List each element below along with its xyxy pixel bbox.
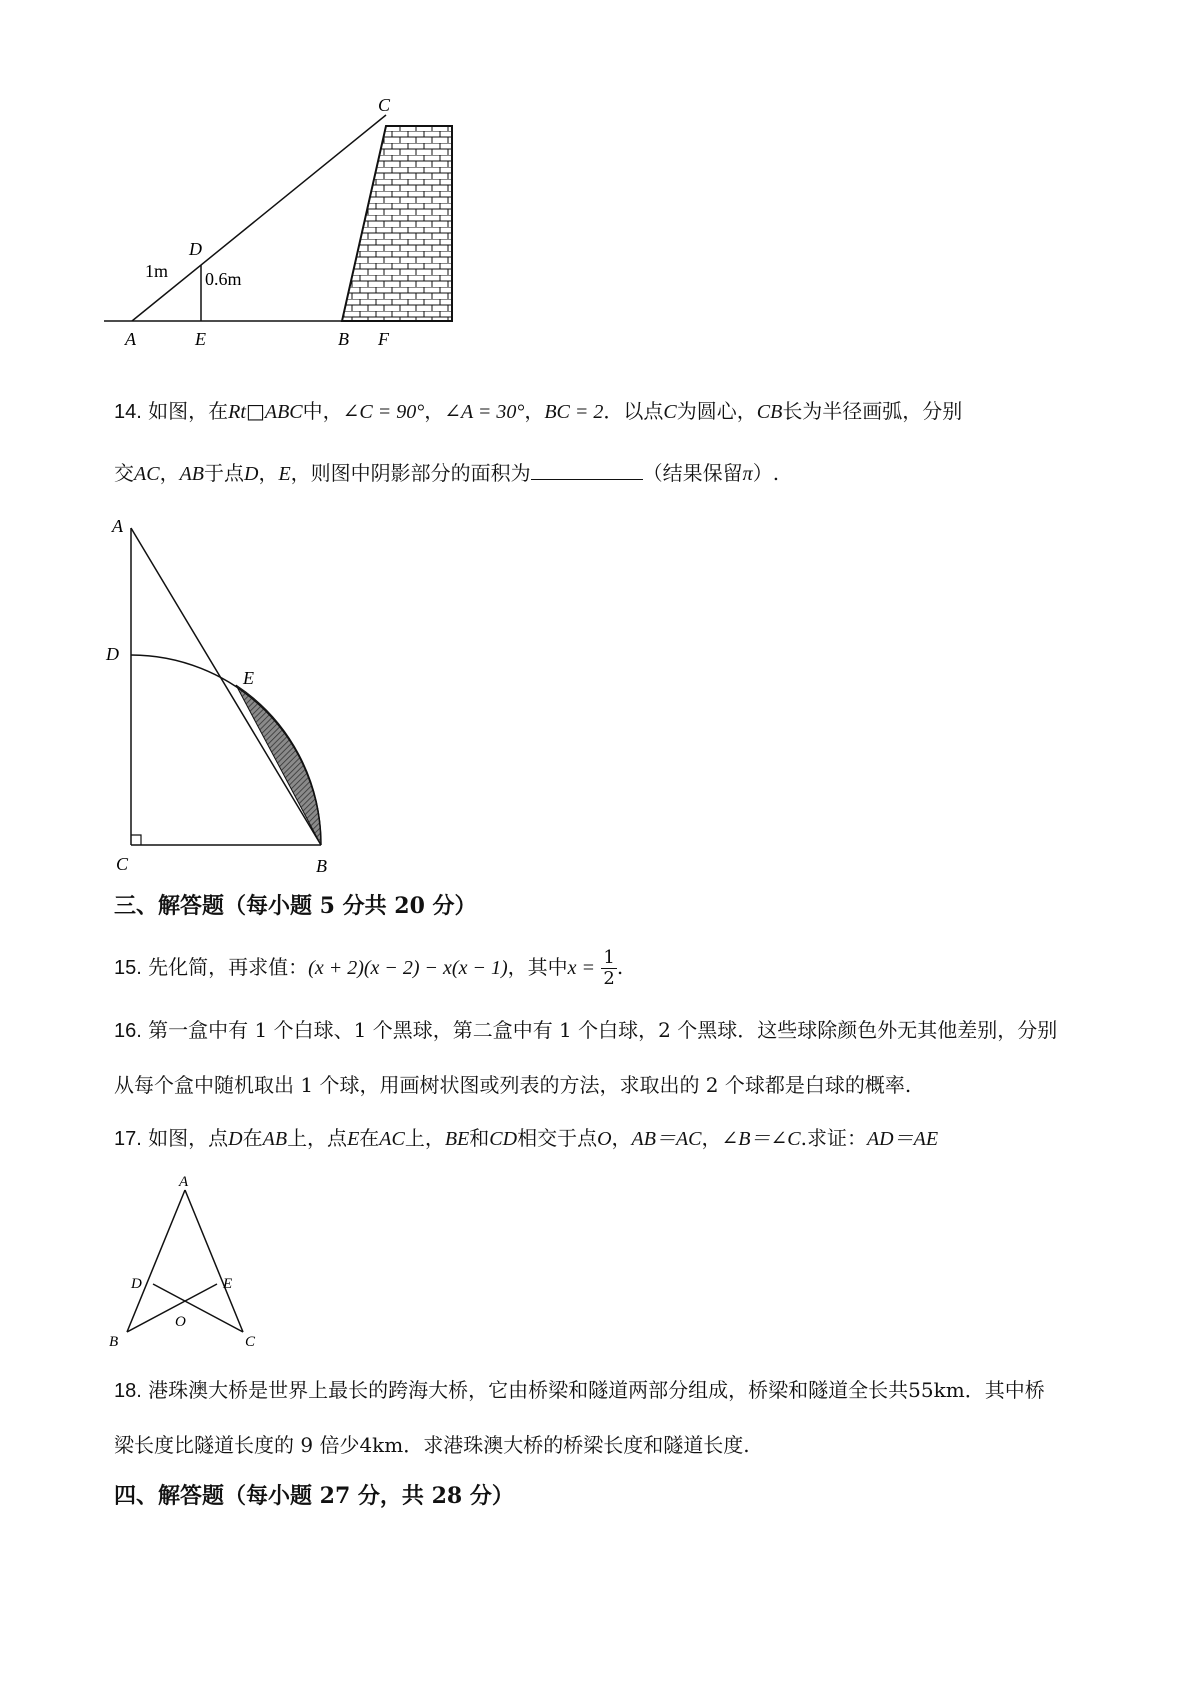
q17-d: D	[228, 1128, 243, 1150]
q17-be: BE	[444, 1128, 470, 1150]
q17-angles: ∠B＝∠C	[721, 1128, 801, 1150]
q18-line1	[114, 1376, 1045, 1405]
section3-heading: 三、解答题（每小题 5 分共 20 分）	[114, 893, 477, 919]
q14-cb: CB	[756, 401, 783, 423]
label-d: D	[189, 239, 202, 259]
q14-line2	[114, 459, 779, 488]
q17-text: 上，点	[287, 1126, 348, 1150]
label-e: E	[195, 329, 206, 349]
label-a: A	[112, 516, 123, 536]
q14-comma: ，	[424, 399, 445, 423]
q14-text: 交	[114, 461, 134, 485]
q17-ad-eq-ae: AD＝AE	[866, 1128, 939, 1150]
q15-line	[114, 948, 623, 989]
q18-difference: 4km	[359, 1433, 404, 1457]
q17-ac: AC	[379, 1128, 405, 1150]
q14-pi: π	[742, 463, 753, 485]
q15-text: ，其中	[507, 955, 568, 979]
label-0-6m: 0.6m	[205, 269, 242, 289]
label-b: B	[109, 1334, 119, 1350]
q17-number: 17.	[114, 1128, 142, 1150]
q15-fraction-denominator: 2	[603, 968, 615, 989]
q17-text: .求证：	[800, 1126, 867, 1150]
q14-box: □	[245, 399, 265, 423]
label-d: D	[131, 1276, 142, 1292]
label-c: C	[378, 95, 391, 115]
label-d: D	[106, 644, 119, 664]
q15-period: .	[616, 955, 624, 979]
q15-text: 先化简，再求值：	[148, 955, 309, 979]
label-e: E	[223, 1276, 233, 1292]
q16-number: 16.	[114, 1020, 142, 1042]
triangle-figure	[105, 1172, 265, 1352]
line-ac	[132, 115, 386, 321]
q18-line2	[114, 1431, 750, 1459]
q18-total-length: 55km	[908, 1378, 965, 1402]
q17-text: 如图，点	[148, 1126, 229, 1150]
q14-angle-c: ∠C = 90°	[342, 401, 425, 423]
q17-text: 上，	[404, 1126, 445, 1150]
q14-ac: AC	[134, 463, 160, 485]
q17-e: E	[347, 1128, 360, 1150]
q17-text: 在	[359, 1126, 380, 1150]
q18-number: 18.	[114, 1380, 142, 1402]
q18-text: ．求港珠澳大桥的桥梁长度和隧道长度.	[403, 1433, 750, 1457]
q14-text: 如图，在	[148, 399, 229, 423]
q14-number: 14.	[114, 401, 142, 423]
q14-c: C	[663, 401, 677, 423]
q14-bc: BC = 2	[544, 401, 604, 423]
q17-text: ，	[611, 1126, 632, 1150]
q17-ab: AB	[262, 1128, 288, 1150]
q14-text: 于点	[204, 461, 244, 485]
side-ab	[131, 528, 321, 845]
q14-e: E	[278, 463, 291, 485]
q17-text: 和	[469, 1126, 490, 1150]
q14-text: 长为半径画弧，分别	[782, 399, 963, 423]
label-c: C	[245, 1334, 256, 1350]
section4-heading: 四、解答题（每小题 27 分，共 28 分）	[114, 1483, 514, 1509]
q14-text: 为圆心，	[676, 399, 757, 423]
q18-text: ．其中桥	[964, 1378, 1045, 1402]
brick-wall	[342, 126, 452, 321]
side-ab	[127, 1190, 185, 1332]
label-e: E	[243, 668, 254, 688]
q14-abc: ABC	[264, 401, 303, 423]
q17-line	[114, 1124, 938, 1153]
side-ac	[185, 1190, 243, 1332]
label-b: B	[338, 329, 349, 349]
q14-comma: ，	[524, 399, 545, 423]
arc-shaded-figure	[100, 510, 360, 880]
q14-comma: ，	[258, 461, 279, 485]
q15-number: 15.	[114, 957, 142, 979]
q14-text: ，则图中阴影部分的面积为	[290, 461, 531, 485]
q18-text: 港珠澳大桥是世界上最长的跨海大桥，它由桥梁和隧道两部分组成，桥梁和隧道全长共	[148, 1378, 909, 1402]
q17-cd: CD	[489, 1128, 518, 1150]
q15-fraction-numerator: 1	[603, 947, 615, 968]
label-a: A	[125, 329, 136, 349]
q15-expression: (x + 2)(x − 2) − x(x − 1)	[308, 957, 508, 979]
wall-shadow-figure	[100, 95, 500, 365]
q14-ab: AB	[179, 463, 204, 485]
q18-text: 梁长度比隧道长度的 9 倍少	[114, 1433, 360, 1457]
q16-text: 第一盒中有 1 个白球、1 个黑球，第二盒中有 1 个白球，2 个黑球．这些球除颜色外无其他差别，分别	[148, 1018, 1058, 1042]
q14-rt: Rt	[228, 401, 246, 423]
q16-line2	[114, 1071, 911, 1099]
shaded-region	[236, 685, 321, 845]
right-angle-mark	[131, 835, 141, 845]
label-b: B	[316, 856, 327, 876]
q14-answer-blank[interactable]	[531, 459, 643, 480]
label-a: A	[179, 1174, 189, 1190]
label-c: C	[116, 854, 129, 874]
q17-ab-eq-ac: AB＝AC	[631, 1128, 702, 1150]
q14-comma: ，	[159, 461, 180, 485]
q15-fraction	[601, 948, 616, 989]
q16-line1	[114, 1016, 1057, 1045]
label-o: O	[175, 1314, 186, 1330]
q16-text: 从每个盒中随机取出 1 个球，用画树状图或列表的方法，求取出的 2 个球都是白球的概率.	[114, 1073, 912, 1097]
q14-d: D	[244, 463, 259, 485]
q14-text: （结果保留	[642, 461, 743, 485]
q17-text: 相交于点	[517, 1126, 598, 1150]
q14-angle-a: ∠A = 30°	[444, 401, 525, 423]
q14-text: ）.	[752, 461, 780, 485]
label-1m: 1m	[145, 261, 169, 281]
label-f: F	[378, 329, 389, 349]
q15-x-equals: x =	[567, 957, 595, 979]
q17-text: ，	[701, 1126, 722, 1150]
q14-line1	[114, 397, 962, 426]
q17-o: O	[597, 1128, 612, 1150]
q14-text: ．以点	[603, 399, 664, 423]
q14-text: 中，	[302, 399, 343, 423]
q17-text: 在	[242, 1126, 263, 1150]
